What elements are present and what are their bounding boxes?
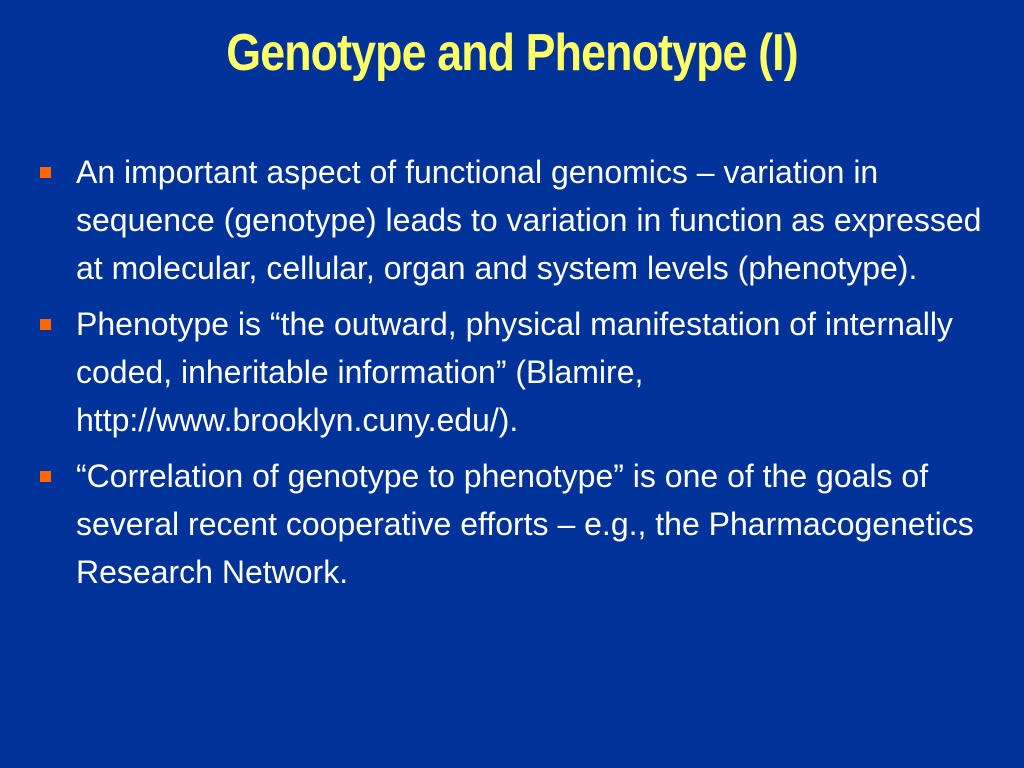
square-bullet-icon [40,319,51,330]
bullet-item [38,148,998,292]
bullet-text: “Correlation of genotype to phenotype” is one of the goals of several recent cooperative efforts – e.g., the Pharmacogenetics Research Network. [76,458,974,590]
bullet-item [38,452,998,596]
bullet-text: Phenotype is “the outward, physical manifestation of internally coded, inheritable information” (Blamire, http://www.brooklyn.cuny.edu/). [76,306,953,438]
bullet-list [38,148,998,604]
slide-title: Genotype and Phenotype (I) [226,24,798,82]
square-bullet-icon [40,167,51,178]
bullet-item [38,300,998,444]
bullet-text: An important aspect of functional genomics – variation in sequence (genotype) leads to variation in function as expressed at molecular, cellular, organ and system levels (phenotype). [76,154,982,286]
square-bullet-icon [40,471,51,482]
